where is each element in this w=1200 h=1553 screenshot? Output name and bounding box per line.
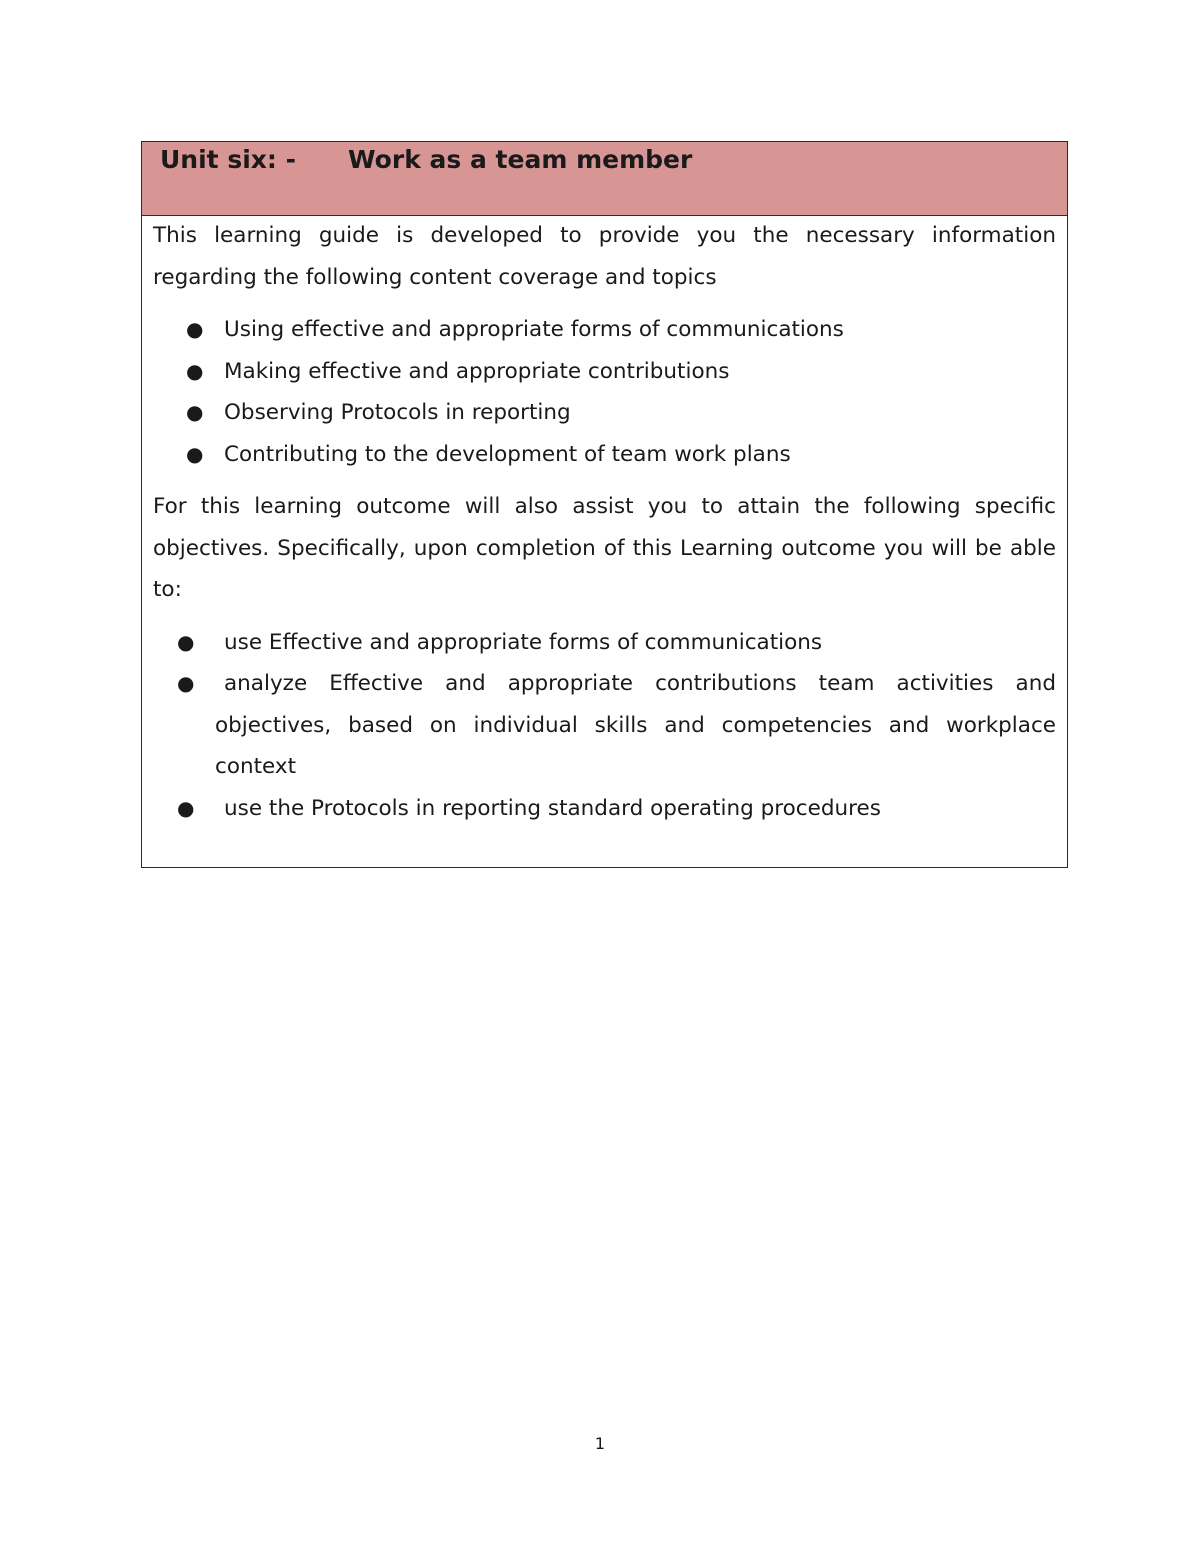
topic-text: Observing Protocols in reporting [224, 400, 571, 425]
topics-list [153, 309, 1056, 475]
objective-text: use the Protocols in reporting standard operating procedures [224, 795, 881, 821]
bullet-icon: ● [186, 441, 204, 466]
bullet-icon: ● [186, 400, 204, 424]
objective-item [153, 788, 1056, 830]
unit-title: Work as a team member [348, 145, 693, 174]
topic-text: Making effective and appropriate contributions [224, 358, 730, 384]
bullet-icon: ● [186, 317, 204, 341]
topic-item [153, 434, 1056, 476]
unit-header [142, 142, 1067, 216]
topic-item [153, 309, 1056, 351]
topic-item [153, 351, 1056, 393]
bullet-icon: ● [177, 671, 195, 695]
topic-text: Contributing to the development of team work plans [224, 441, 791, 467]
objectives-list [153, 622, 1056, 830]
page-number: 1 [594, 1434, 606, 1453]
topic-item [153, 392, 1056, 434]
unit-body [142, 215, 1067, 829]
topic-text: Using effective and appropriate forms of communications [224, 317, 844, 342]
outcome-paragraph: For this learning outcome will also assist you to attain the following specific objectives. Specifically, upon completion of this Learning outcome you will be able to: [153, 494, 1056, 602]
objective-text: use Effective and appropriate forms of communications [224, 629, 823, 655]
objective-item [153, 663, 1056, 788]
bullet-icon: ● [177, 629, 195, 654]
unit-box [141, 141, 1068, 868]
bullet-icon: ● [177, 795, 195, 820]
bullet-icon: ● [186, 358, 204, 383]
objective-text: analyze Effective and appropriate contributions team activities and objectives, based on individual skills and competencies and workplace context [215, 671, 1056, 779]
objective-item [153, 622, 1056, 664]
intro-paragraph: This learning guide is developed to provide you the necessary information regarding the following content coverage and topics [153, 223, 1056, 290]
unit-label: Unit six: - [160, 145, 296, 174]
